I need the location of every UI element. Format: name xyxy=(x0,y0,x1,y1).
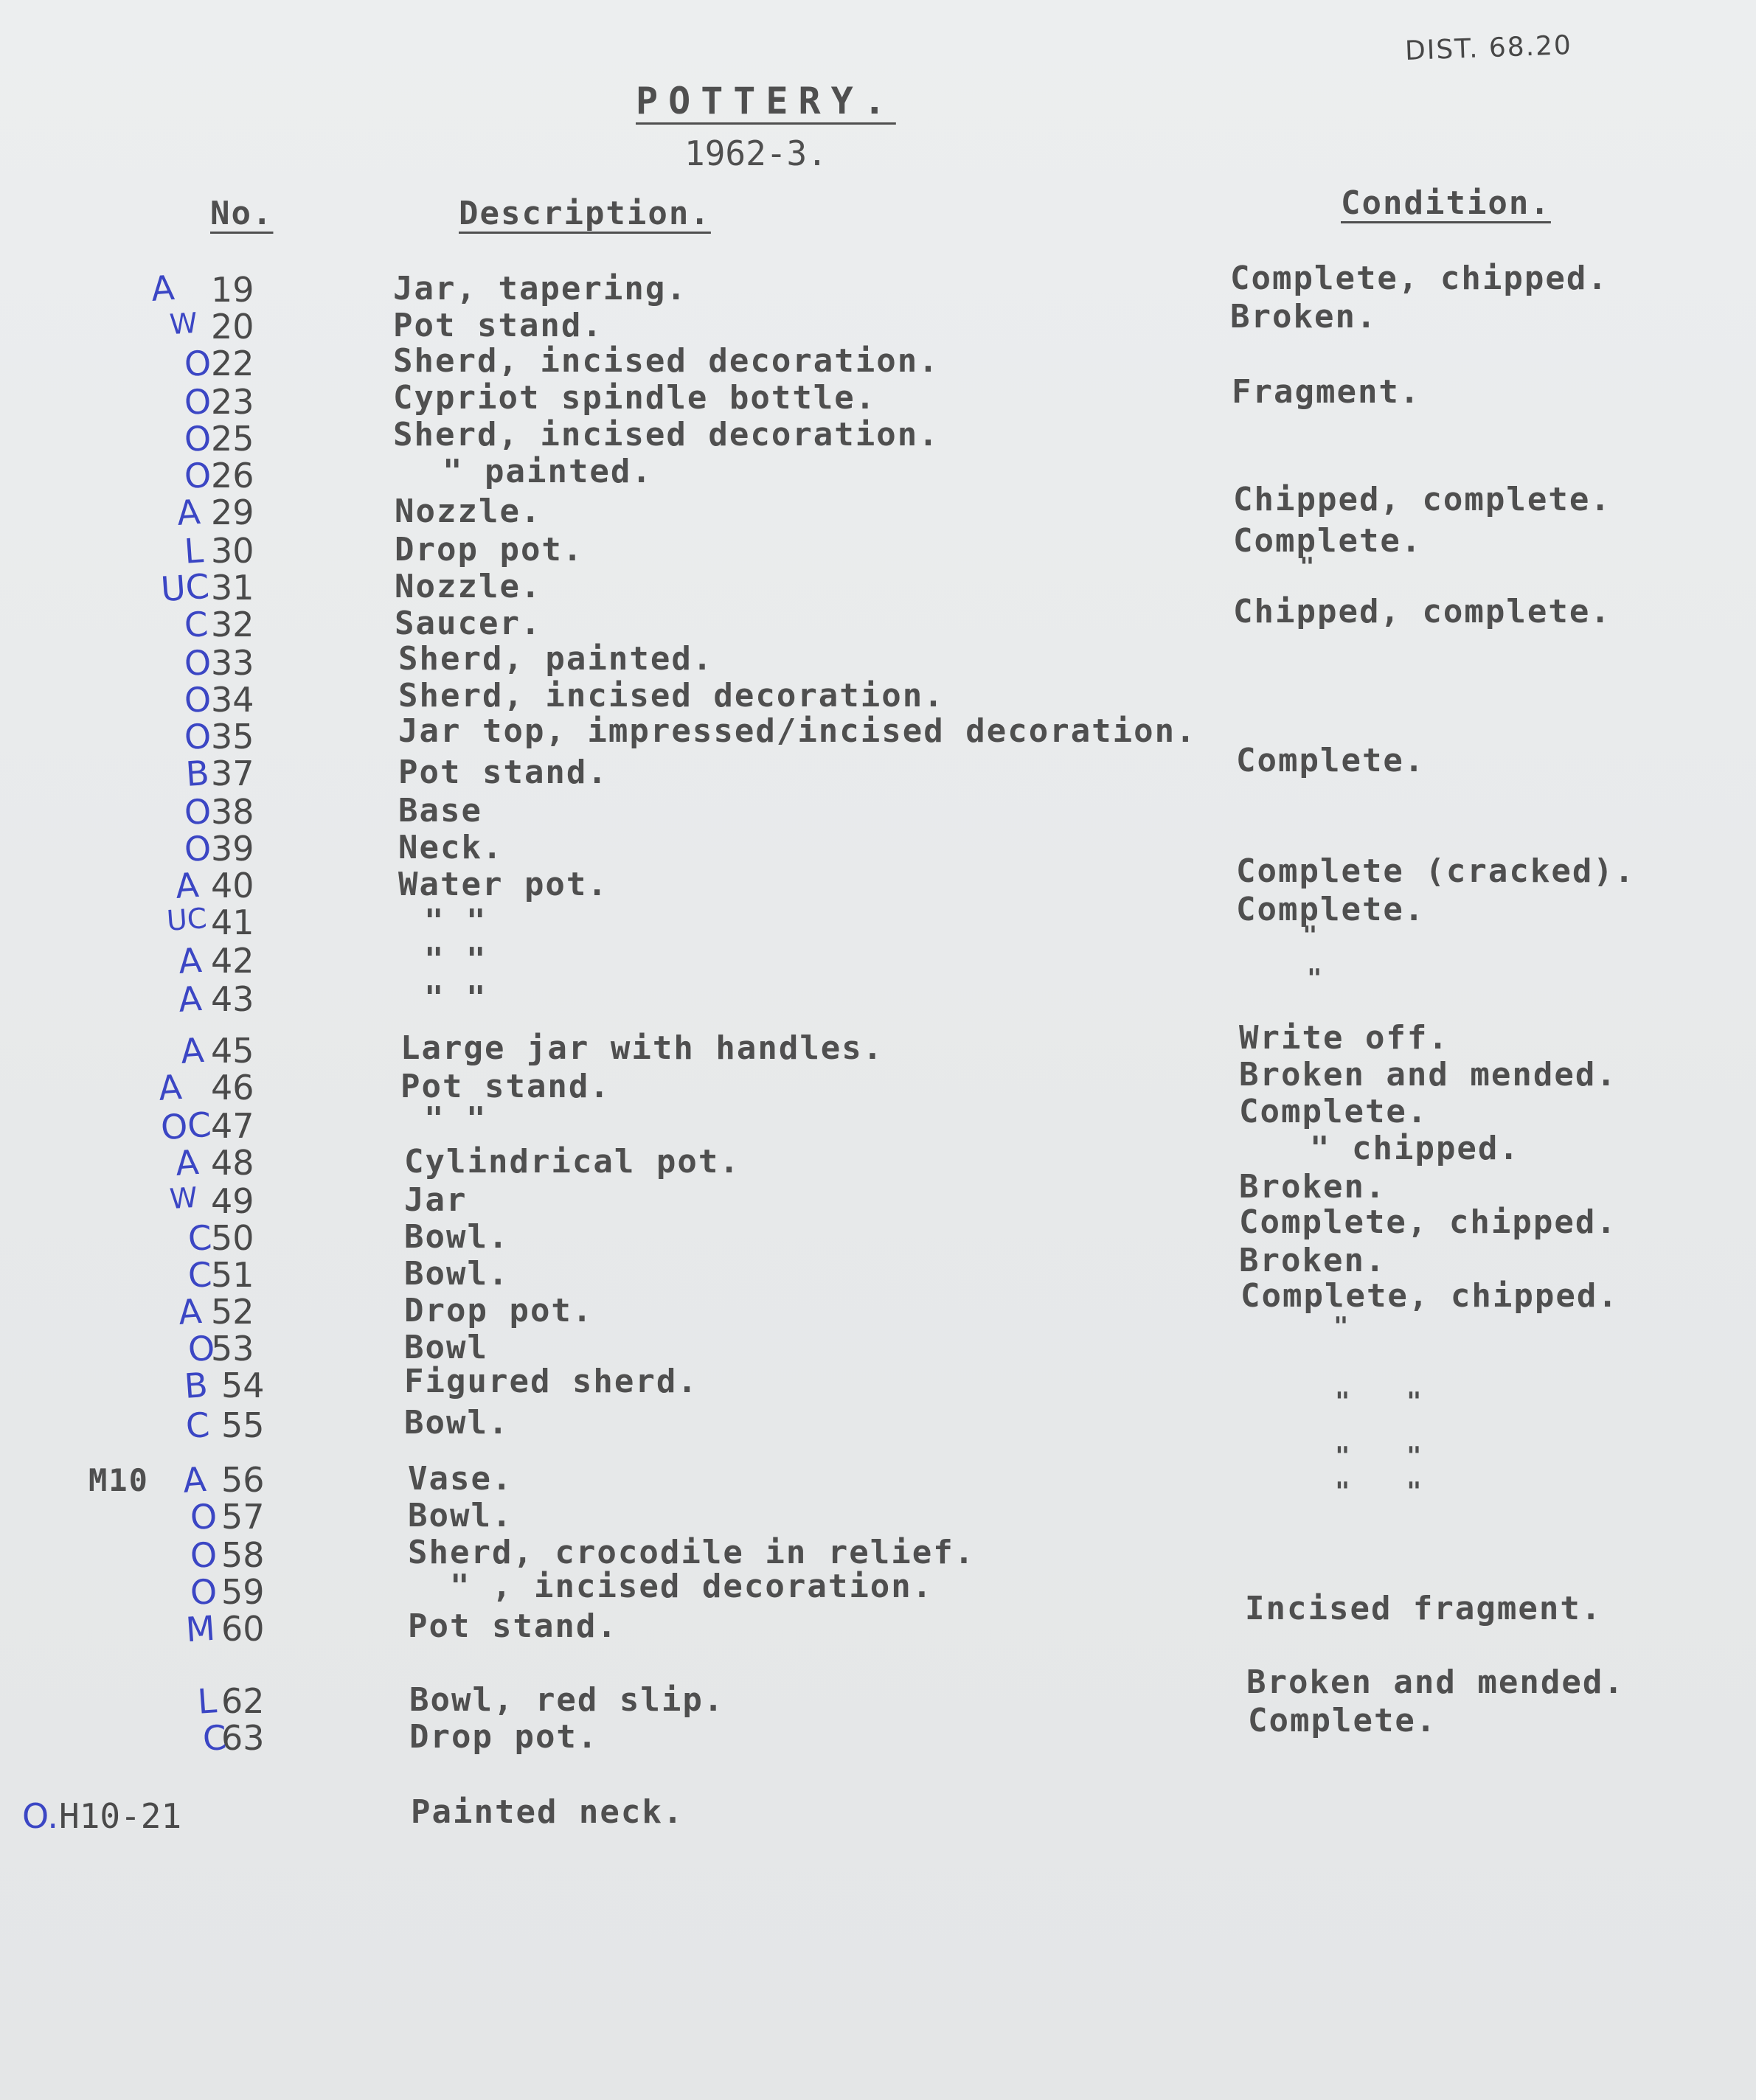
item-number: 59 xyxy=(221,1572,265,1612)
item-number: 29 xyxy=(211,493,254,532)
handwritten-mark: A xyxy=(174,864,201,907)
item-description: Painted neck. xyxy=(411,1793,684,1831)
item-number: 31 xyxy=(211,568,254,608)
condition-entry: Complete. xyxy=(1236,891,1426,928)
handwritten-mark: B xyxy=(183,1364,209,1407)
item-description: " " xyxy=(424,903,487,940)
item-number: 53 xyxy=(211,1329,254,1369)
item-number: 55 xyxy=(221,1405,265,1445)
condition-entry: Complete. xyxy=(1248,1702,1437,1739)
handwritten-mark: O xyxy=(183,642,213,684)
item-description: " " xyxy=(424,1100,487,1138)
handwritten-mark: O xyxy=(189,1495,219,1538)
item-number: 19 xyxy=(211,270,254,310)
handwritten-mark: W xyxy=(168,1181,199,1216)
item-number: 40 xyxy=(211,866,254,905)
condition-entry: Complete, chipped. xyxy=(1230,260,1608,297)
condition-entry: Chipped, complete. xyxy=(1233,593,1611,630)
item-description: Figured sherd. xyxy=(404,1363,698,1400)
condition-entry: Complete. xyxy=(1239,1093,1429,1130)
item-number: 38 xyxy=(211,792,254,832)
item-description: Bowl. xyxy=(408,1497,513,1534)
item-description: Sherd, painted. xyxy=(398,640,714,678)
condition-entry: Broken. xyxy=(1239,1242,1387,1279)
m10-note: M10 xyxy=(89,1462,149,1498)
page-year: 1962-3. xyxy=(684,133,827,173)
item-description: Bowl, red slip. xyxy=(409,1681,725,1719)
item-description: Base xyxy=(398,792,482,830)
handwritten-mark: O xyxy=(183,715,213,758)
item-description: Bowl. xyxy=(404,1404,510,1442)
handwritten-mark: A xyxy=(181,1458,208,1501)
handwritten-mark: M xyxy=(184,1607,217,1650)
item-number: 62 xyxy=(221,1681,265,1721)
handwritten-mark: O xyxy=(183,417,213,460)
item-description: Pot stand. xyxy=(398,754,608,791)
item-description: Neck. xyxy=(398,829,504,866)
item-number: 26 xyxy=(211,456,254,496)
reference-note: DIST. 68.20 xyxy=(1404,30,1573,66)
item-description: Pot stand. xyxy=(400,1068,611,1105)
handwritten-mark: C xyxy=(187,1254,213,1296)
item-number: 37 xyxy=(211,754,254,793)
handwritten-mark: UC xyxy=(159,566,211,610)
item-description: Vase. xyxy=(408,1460,513,1498)
item-description: " " xyxy=(424,979,487,1017)
item-description: Bowl xyxy=(404,1329,488,1366)
item-number: 52 xyxy=(211,1292,254,1332)
condition-entry: Broken and mended. xyxy=(1239,1056,1617,1094)
handwritten-mark: O xyxy=(183,827,213,870)
item-number: 56 xyxy=(221,1460,265,1500)
column-header-condition: Condition. xyxy=(1341,184,1551,222)
item-number: 63 xyxy=(221,1718,265,1758)
condition-entry: Broken and mended. xyxy=(1246,1663,1625,1701)
item-description: Nozzle. xyxy=(395,568,542,605)
item-description: " " xyxy=(424,941,487,978)
condition-entry: Broken. xyxy=(1230,298,1378,335)
condition-entry: " xyxy=(1302,921,1319,950)
handwritten-mark: O xyxy=(183,454,213,497)
handwritten-mark: O xyxy=(183,342,213,385)
item-number: 33 xyxy=(211,643,254,683)
item-number: 35 xyxy=(211,717,254,757)
handwritten-mark: A xyxy=(174,1141,201,1184)
item-description: Drop pot. xyxy=(395,531,584,569)
condition-entry: Incised fragment. xyxy=(1245,1590,1603,1627)
handwritten-mark: A xyxy=(157,1066,184,1109)
item-number: 32 xyxy=(211,605,254,644)
handwritten-mark: O xyxy=(183,678,213,721)
handwritten-mark: A xyxy=(177,939,204,982)
item-description: Water pot. xyxy=(398,866,608,903)
item-description: Sherd, incised decoration. xyxy=(393,342,940,380)
item-number: 51 xyxy=(211,1255,254,1295)
item-number: 49 xyxy=(211,1181,254,1221)
handwritten-mark: OC xyxy=(159,1104,213,1148)
item-description: Sherd, incised decoration. xyxy=(398,677,945,715)
handwritten-mark: A xyxy=(177,1290,204,1333)
item-description: Sherd, crocodile in relief. xyxy=(408,1534,976,1571)
item-description: Pot stand. xyxy=(393,307,603,344)
item-number: 46 xyxy=(211,1068,254,1108)
item-number: 57 xyxy=(221,1497,265,1537)
item-number: 34 xyxy=(211,680,254,720)
handwritten-mark: C xyxy=(201,1717,228,1759)
handwritten-mark: O xyxy=(189,1534,219,1576)
item-description: Nozzle. xyxy=(395,493,542,530)
handwritten-mark: O xyxy=(183,790,213,833)
item-number: 58 xyxy=(221,1535,265,1575)
item-number: 43 xyxy=(211,979,254,1019)
item-number: 39 xyxy=(211,829,254,869)
item-description: Cylindrical pot. xyxy=(404,1143,740,1181)
condition-entry: " chipped. xyxy=(1310,1130,1520,1167)
item-number: 50 xyxy=(211,1218,254,1258)
handwritten-mark: O. xyxy=(22,1796,58,1836)
condition-entry: " " xyxy=(1335,1477,1443,1506)
condition-entry: " " xyxy=(1335,1442,1443,1471)
item-description: " , incised decoration. xyxy=(450,1568,934,1605)
condition-entry: " xyxy=(1307,964,1324,993)
item-description: Large jar with handles. xyxy=(400,1029,884,1067)
condition-entry: Complete (cracked). xyxy=(1236,852,1636,890)
handwritten-mark: A xyxy=(176,491,202,534)
item-number: 25 xyxy=(211,419,254,459)
item-number: 45 xyxy=(211,1031,254,1071)
handwritten-mark: O xyxy=(183,380,213,423)
item-description: Jar, tapering. xyxy=(393,270,687,307)
item-number: 54 xyxy=(221,1366,265,1405)
item-number: 23 xyxy=(211,382,254,422)
column-header-description: Description. xyxy=(459,195,711,232)
condition-entry: Complete, chipped. xyxy=(1239,1203,1617,1241)
item-description: Jar xyxy=(404,1181,468,1219)
handwritten-mark: B xyxy=(184,752,211,795)
condition-entry: Complete, chipped. xyxy=(1240,1277,1619,1315)
condition-entry: Complete. xyxy=(1233,522,1423,560)
handwritten-mark: A xyxy=(177,978,204,1021)
condition-entry: " " xyxy=(1335,1387,1443,1416)
column-header-no: No. xyxy=(210,195,274,232)
item-description: Saucer. xyxy=(395,605,542,642)
item-description: " painted. xyxy=(443,453,653,490)
item-description: Pot stand. xyxy=(408,1607,618,1645)
item-number: 30 xyxy=(211,531,254,571)
handwritten-mark: C xyxy=(183,603,209,646)
item-description: Jar top, impressed/incised decoration. xyxy=(398,712,1197,750)
condition-entry: Write off. xyxy=(1239,1019,1449,1057)
condition-entry: Broken. xyxy=(1239,1168,1387,1206)
item-description: Cypriot spindle bottle. xyxy=(393,379,877,417)
condition-entry: Chipped, complete. xyxy=(1233,481,1611,518)
condition-entry: " xyxy=(1299,552,1316,582)
handwritten-mark: A xyxy=(150,267,176,310)
item-description: Bowl. xyxy=(404,1255,510,1293)
handwritten-mark: UC xyxy=(165,902,208,937)
item-number: 60 xyxy=(221,1609,265,1649)
handwritten-mark: L xyxy=(183,530,205,571)
condition-entry: Complete. xyxy=(1236,742,1426,779)
condition-entry: " xyxy=(1333,1312,1350,1341)
item-number: 41 xyxy=(211,903,254,942)
item-description: Sherd, incised decoration. xyxy=(393,416,940,453)
handwritten-mark: L xyxy=(196,1680,218,1722)
handwritten-mark: C xyxy=(184,1404,211,1447)
item-description: Drop pot. xyxy=(409,1718,599,1756)
item-description: Drop pot. xyxy=(404,1292,594,1329)
handwritten-mark: A xyxy=(179,1029,206,1072)
item-number: 42 xyxy=(211,941,254,981)
item-number: H10-21 xyxy=(59,1796,182,1836)
item-number: 20 xyxy=(211,307,254,347)
condition-entry: Fragment. xyxy=(1232,373,1421,411)
item-description: Bowl. xyxy=(404,1218,510,1256)
page-title: POTTERY. xyxy=(636,80,896,122)
handwritten-mark: O xyxy=(189,1571,219,1613)
handwritten-mark: W xyxy=(168,306,199,341)
handwritten-mark: O xyxy=(187,1327,217,1370)
item-number: 48 xyxy=(211,1143,254,1183)
item-number: 47 xyxy=(211,1106,254,1146)
item-number: 22 xyxy=(211,344,254,383)
handwritten-mark: C xyxy=(187,1217,213,1259)
